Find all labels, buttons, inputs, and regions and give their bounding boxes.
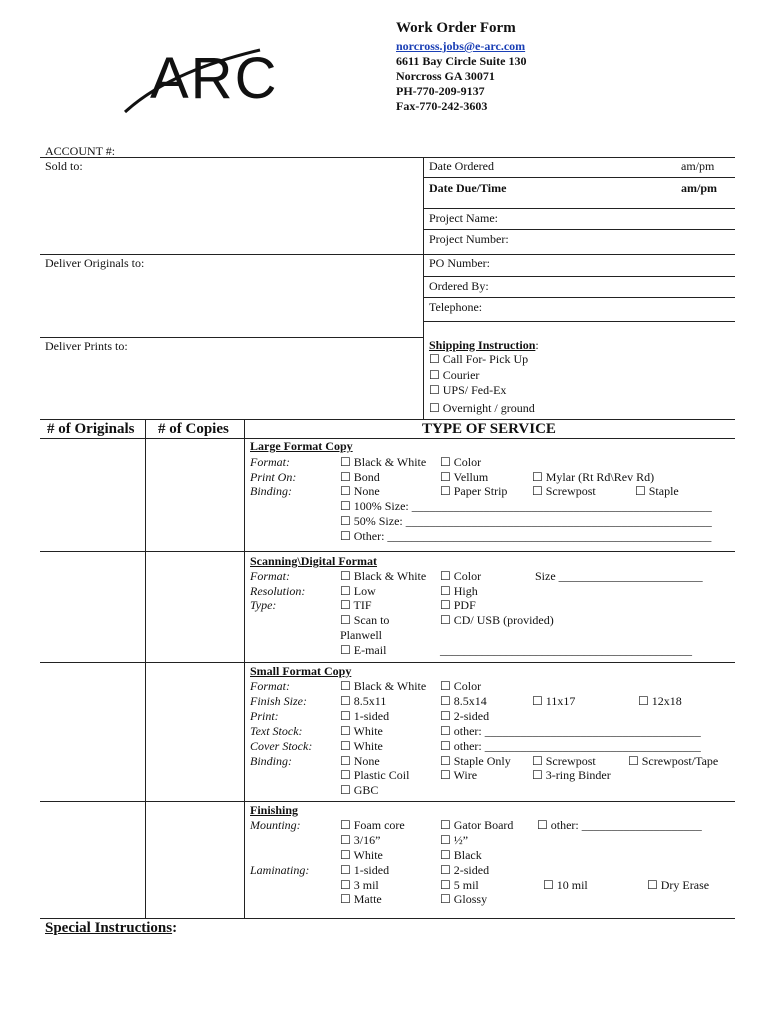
divider: [423, 297, 735, 298]
scan-pdf-checkbox[interactable]: ☐ PDF: [440, 598, 476, 612]
scan-format-label: Format:: [250, 569, 290, 583]
lam-glossy-checkbox[interactable]: ☐ Glossy: [440, 892, 488, 906]
small-none-checkbox[interactable]: ☐ None: [340, 754, 380, 768]
fax-number: Fax-770-242-3603: [396, 99, 488, 113]
telephone-field[interactable]: Telephone:: [429, 300, 483, 314]
small-12x18-checkbox[interactable]: ☐ 12x18: [638, 694, 682, 708]
large-format-title: Large Format Copy: [250, 439, 353, 453]
divider: [423, 321, 735, 322]
scan-to-checkbox[interactable]: ☐ Scan to: [340, 613, 390, 627]
large-staple-checkbox[interactable]: ☐ Staple: [635, 484, 679, 498]
small-staple-only-checkbox[interactable]: ☐ Staple Only: [440, 754, 511, 768]
small-cover-other-field[interactable]: ☐ other: ____________________________________: [440, 739, 701, 753]
scan-size-field[interactable]: Size ________________________: [535, 569, 703, 583]
divider: [40, 918, 735, 919]
project-number-field[interactable]: Project Number:: [429, 232, 509, 246]
small-wire-checkbox[interactable]: ☐ Wire: [440, 768, 478, 782]
date-ordered-field[interactable]: Date Ordered: [429, 159, 494, 173]
large-paper-strip-checkbox[interactable]: ☐ Paper Strip: [440, 484, 508, 498]
scan-high-checkbox[interactable]: ☐ High: [440, 584, 478, 598]
ampm-label: am/pm: [681, 181, 717, 195]
small-print-label: Print:: [250, 709, 279, 723]
address-line-2: Norcross GA 30071: [396, 69, 495, 83]
scan-email-line[interactable]: __________________________________________: [440, 643, 692, 657]
divider: [40, 254, 423, 255]
divider: [40, 157, 735, 158]
small-finish-label: Finish Size:: [250, 694, 307, 708]
service-column-header: TYPE OF SERVICE: [422, 421, 556, 437]
small-11x17-checkbox[interactable]: ☐ 11x17: [532, 694, 576, 708]
small-1sided-checkbox[interactable]: ☐ 1-sided: [340, 709, 390, 723]
small-screwpost-checkbox[interactable]: ☐ Screwpost: [532, 754, 596, 768]
small-text-other-field[interactable]: ☐ other: ____________________________________: [440, 724, 701, 738]
lam-matte-checkbox[interactable]: ☐ Matte: [340, 892, 382, 906]
divider: [423, 276, 735, 277]
mounting-label: Mounting:: [250, 818, 301, 832]
gator-board-checkbox[interactable]: ☐ Gator Board: [440, 818, 514, 832]
large-100-size[interactable]: ☐ 100% Size: __________________________________________________: [340, 499, 712, 513]
arc-logo: [120, 40, 290, 124]
scan-color-checkbox[interactable]: ☐ Color: [440, 569, 482, 583]
special-instructions-label[interactable]: Special Instructions:: [45, 920, 178, 936]
divider: [40, 662, 735, 663]
shipping-ups-fedex[interactable]: ☐ UPS/ Fed-Ex: [429, 383, 507, 397]
large-bond-checkbox[interactable]: ☐ Bond: [340, 470, 380, 484]
small-binding-label: Binding:: [250, 754, 292, 768]
logo-text: ARC: [150, 46, 279, 111]
mount-316-checkbox[interactable]: ☐ 3/16”: [340, 833, 381, 847]
small-text-white-checkbox[interactable]: ☐ White: [340, 724, 383, 738]
originals-column-header: # of Originals: [47, 421, 135, 437]
small-format-title: Small Format Copy: [250, 664, 352, 678]
email-link[interactable]: norcross.jobs@e-arc.com: [396, 39, 526, 53]
finishing-title: Finishing: [250, 803, 299, 817]
lam-2sided-checkbox[interactable]: ☐ 2-sided: [440, 863, 490, 877]
address-line-1: 6611 Bay Circle Suite 130: [396, 54, 527, 68]
large-none-checkbox[interactable]: ☐ None: [340, 484, 380, 498]
lam-1sided-checkbox[interactable]: ☐ 1-sided: [340, 863, 390, 877]
shipping-overnight[interactable]: ☐ Overnight / ground: [429, 401, 535, 415]
phone-number: PH-770-209-9137: [396, 84, 485, 98]
divider: [40, 337, 423, 338]
mount-white-checkbox[interactable]: ☐ White: [340, 848, 383, 862]
small-3ring-checkbox[interactable]: ☐ 3-ring Binder: [532, 768, 611, 782]
sold-to-label[interactable]: Sold to:: [45, 159, 83, 173]
ordered-by-field[interactable]: Ordered By:: [429, 279, 489, 293]
lam-10mil-checkbox[interactable]: ☐ 10 mil: [543, 878, 588, 892]
divider: [244, 419, 245, 919]
large-color-checkbox[interactable]: ☐ Color: [440, 455, 482, 469]
shipping-heading: Shipping Instruction:: [429, 338, 539, 352]
large-other[interactable]: ☐ Other: ______________________________________________________: [340, 529, 712, 543]
small-format-label: Format:: [250, 679, 290, 693]
scan-cd-checkbox[interactable]: ☐ CD/ USB (provided): [440, 613, 554, 627]
small-plastic-coil-checkbox[interactable]: ☐ Plastic Coil: [340, 768, 410, 782]
small-gbc-checkbox[interactable]: ☐ GBC: [340, 783, 379, 797]
lam-3mil-checkbox[interactable]: ☐ 3 mil: [340, 878, 379, 892]
scan-planwell-label: Planwell: [340, 628, 382, 642]
finishing-other-field[interactable]: ☐ other: ____________________: [537, 818, 702, 832]
scan-tif-checkbox[interactable]: ☐ TIF: [340, 598, 372, 612]
deliver-originals-label[interactable]: Deliver Originals to:: [45, 256, 145, 270]
large-format-label: Format:: [250, 455, 290, 469]
small-85x14-checkbox[interactable]: ☐ 8.5x14: [440, 694, 487, 708]
large-binding-label: Binding:: [250, 484, 292, 498]
po-number-field[interactable]: PO Number:: [429, 256, 490, 270]
scan-low-checkbox[interactable]: ☐ Low: [340, 584, 376, 598]
account-label: ACCOUNT #:: [45, 144, 116, 158]
copies-column-header: # of Copies: [158, 421, 229, 437]
mount-black-checkbox[interactable]: ☐ Black: [440, 848, 482, 862]
small-cover-white-checkbox[interactable]: ☐ White: [340, 739, 383, 753]
shipping-call-for-pickup[interactable]: ☐ Call For- Pick Up: [429, 352, 529, 366]
small-cover-stock-label: Cover Stock:: [250, 739, 313, 753]
scan-bw-checkbox[interactable]: ☐ Black & White: [340, 569, 427, 583]
foam-core-checkbox[interactable]: ☐ Foam core: [340, 818, 405, 832]
divider: [423, 157, 424, 419]
divider: [423, 177, 735, 178]
ampm-label: am/pm: [681, 159, 715, 173]
date-due-field[interactable]: Date Due/Time: [429, 181, 507, 195]
deliver-prints-label[interactable]: Deliver Prints to:: [45, 339, 128, 353]
project-name-field[interactable]: Project Name:: [429, 211, 498, 225]
form-title: Work Order Form: [396, 20, 516, 36]
large-bw-checkbox[interactable]: ☐ Black & White: [340, 455, 427, 469]
lam-5mil-checkbox[interactable]: ☐ 5 mil: [440, 878, 479, 892]
large-vellum-checkbox[interactable]: ☐ Vellum: [440, 470, 489, 484]
shipping-courier[interactable]: ☐ Courier: [429, 368, 480, 382]
divider: [423, 208, 735, 209]
large-mylar-checkbox[interactable]: ☐ Mylar (Rt Rd\Rev Rd): [532, 470, 655, 484]
divider: [40, 551, 735, 552]
scan-email-checkbox[interactable]: ☐ E-mail: [340, 643, 387, 657]
scan-resolution-label: Resolution:: [250, 584, 306, 598]
divider: [40, 801, 735, 802]
scanning-title: Scanning\Digital Format: [250, 554, 378, 568]
lam-dry-erase-checkbox[interactable]: ☐ Dry Erase: [647, 878, 710, 892]
large-50-size[interactable]: ☐ 50% Size: ___________________________________________________: [340, 514, 712, 528]
small-2sided-checkbox[interactable]: ☐ 2-sided: [440, 709, 490, 723]
large-screwpost-checkbox[interactable]: ☐ Screwpost: [532, 484, 596, 498]
mount-half-checkbox[interactable]: ☐ ½”: [440, 833, 469, 847]
small-bw-checkbox[interactable]: ☐ Black & White: [340, 679, 427, 693]
small-screwpost-tape-checkbox[interactable]: ☐ Screwpost/Tape: [628, 754, 719, 768]
small-85x11-checkbox[interactable]: ☐ 8.5x11: [340, 694, 387, 708]
divider: [423, 229, 735, 230]
scan-type-label: Type:: [250, 598, 277, 612]
laminating-label: Laminating:: [250, 863, 310, 877]
divider: [423, 254, 735, 255]
small-text-stock-label: Text Stock:: [250, 724, 303, 738]
large-printon-label: Print On:: [250, 470, 297, 484]
small-color-checkbox[interactable]: ☐ Color: [440, 679, 482, 693]
divider: [145, 419, 146, 919]
